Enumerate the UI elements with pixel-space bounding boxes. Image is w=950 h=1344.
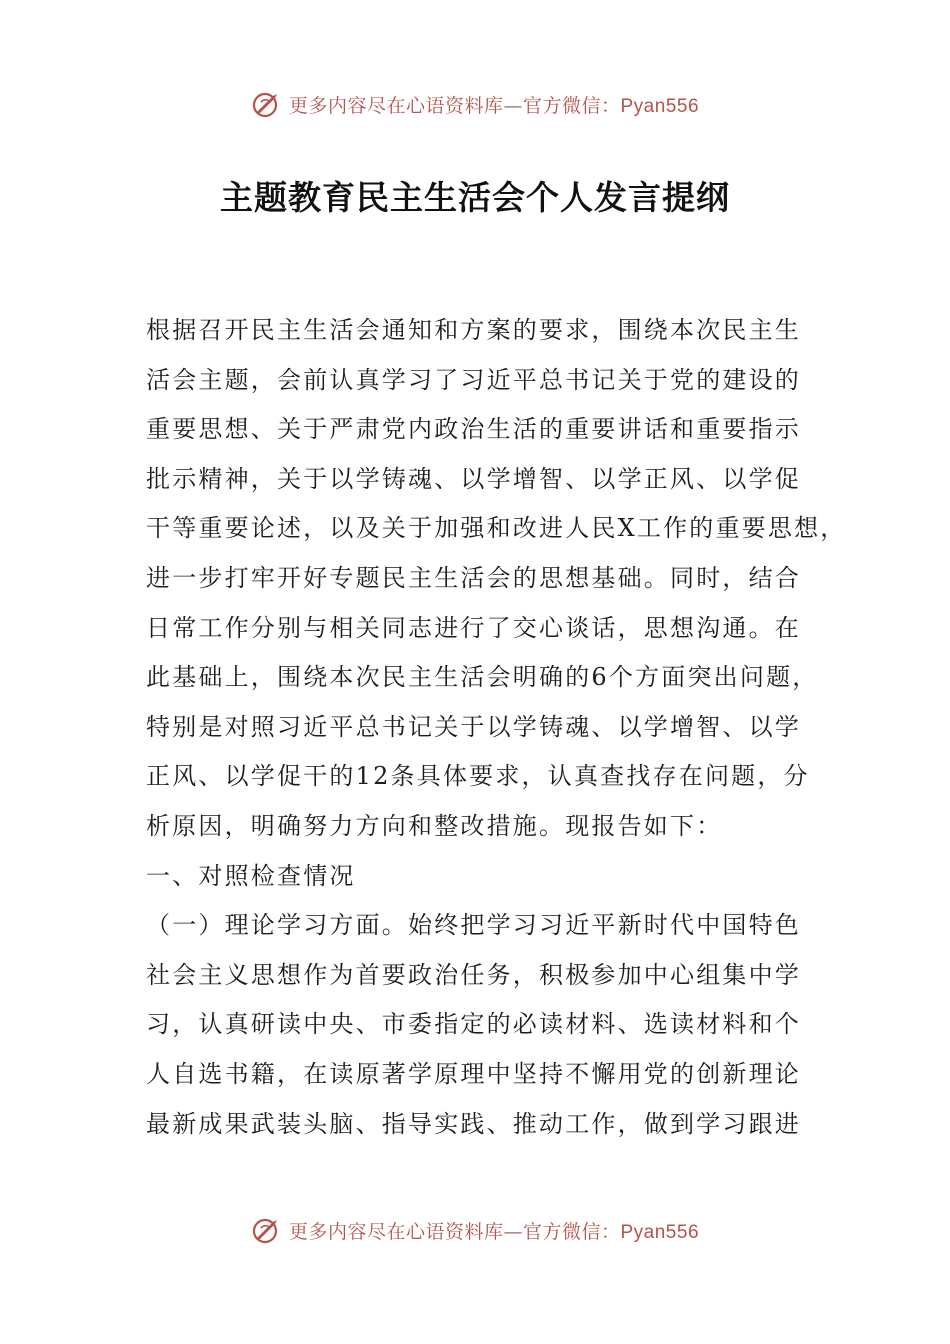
text-line: 批示精神，关于以学铸魂、以学增智、以学正风、以学促: [146, 464, 801, 493]
body-paragraphs: [146, 306, 847, 1149]
text-line: 最新成果武装头脑、指导实践、推动工作，做到学习跟进: [146, 1109, 801, 1138]
text-line: 重要思想、关于严肃党内政治生活的重要讲话和重要指示: [146, 415, 801, 444]
text-line: 进一步打牢开好专题民主生活会的思想基础。同时，结合: [146, 563, 801, 592]
text-line: 社会主义思想作为首要政治任务，积极参加中心组集中学: [146, 960, 801, 989]
watermark-separator: —: [503, 94, 523, 117]
watermark-official-label: 官方微信：: [522, 1220, 621, 1243]
section-heading: 一、对照检查情况: [146, 861, 356, 890]
pen-logo-icon: [251, 88, 283, 120]
page-title: 主题教育民主生活会个人发言提纲: [220, 178, 730, 217]
watermark-account: Pyan556: [620, 95, 700, 117]
watermark-text: [289, 1217, 699, 1244]
text-line: 析原因，明确努力方向和整改措施。现报告如下：: [146, 811, 723, 840]
text-line: 特别是对照习近平总书记关于以学铸魂、以学增智、以学: [146, 712, 801, 741]
text-line: 日常工作分别与相关同志进行了交心谈话，思想沟通。在: [146, 613, 801, 642]
text-line: 正风、以学促干的12条具体要求，认真查找存在问题，分: [146, 762, 810, 791]
text-line: （一）理论学习方面。始终把学习习近平新时代中国特色: [146, 911, 801, 940]
watermark-main-text: 更多内容尽在心语资料库: [288, 1220, 504, 1243]
text-line: 人自选书籍，在读原著学原理中坚持不懈用党的创新理论: [146, 1059, 801, 1088]
text-line: 根据召开民主生活会通知和方案的要求，围绕本次民主生: [146, 316, 801, 344]
header-watermark: [0, 84, 950, 124]
watermark-main-text: 更多内容尽在心语资料库: [288, 94, 504, 117]
watermark-text: [289, 91, 699, 118]
watermark-separator: —: [503, 1220, 523, 1243]
text-line: 活会主题，会前认真学习了习近平总书记关于党的建设的: [146, 365, 801, 394]
watermark-official-label: 官方微信：: [522, 94, 621, 117]
footer-watermark: [0, 1210, 950, 1250]
pen-logo-icon: [251, 1214, 283, 1246]
text-line: 此基础上，围绕本次民主生活会明确的6个方面突出问题，: [146, 663, 819, 692]
text-line: 习，认真研读中央、市委指定的必读材料、选读材料和个: [146, 1010, 801, 1039]
watermark-account: Pyan556: [620, 1221, 700, 1243]
text-line: 干等重要论述，以及关于加强和改进人民X工作的重要思想，: [146, 514, 847, 543]
